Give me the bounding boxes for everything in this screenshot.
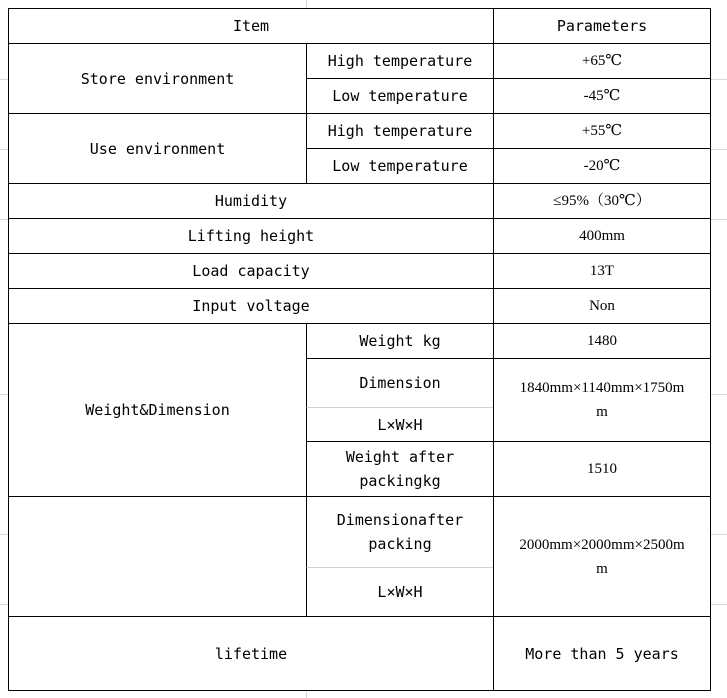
packing-dimension-value: 2000mm×2000mm×2500m m [493, 496, 711, 617]
lifting-height-label: Lifting height [8, 218, 494, 254]
store-high-temperature-label: High temperature [306, 43, 494, 79]
store-low-temperature-value: -45℃ [493, 78, 711, 114]
header-parameters: Parameters [493, 8, 711, 44]
use-low-temperature-value: -20℃ [493, 148, 711, 184]
use-environment-label: Use environment [8, 113, 307, 184]
weight-kg-label: Weight kg [306, 323, 494, 359]
dimension-after-packing-label: Dimensionafter packing [306, 496, 494, 568]
weight-dimension-label: Weight&Dimension [8, 323, 307, 497]
dimension-lwh-label: L×W×H [306, 407, 494, 442]
store-environment-label: Store environment [8, 43, 307, 114]
dimension-label: Dimension [306, 358, 494, 408]
use-low-temperature-label: Low temperature [306, 148, 494, 184]
header-item: Item [8, 8, 494, 44]
lifetime-label: lifetime [8, 616, 494, 691]
humidity-value: ≤95%（30℃） [493, 183, 711, 219]
weight-after-packing-value: 1510 [493, 441, 711, 497]
input-voltage-value: Non [493, 288, 711, 324]
weight-kg-value: 1480 [493, 323, 711, 359]
humidity-label: Humidity [8, 183, 494, 219]
packing-group-blank [8, 496, 307, 617]
weight-after-packing-label: Weight after packingkg [306, 441, 494, 497]
packing-lwh-label: L×W×H [306, 567, 494, 617]
load-capacity-label: Load capacity [8, 253, 494, 289]
store-high-temperature-value: +65℃ [493, 43, 711, 79]
lifetime-value: More than 5 years [493, 616, 711, 691]
lifting-height-value: 400mm [493, 218, 711, 254]
store-low-temperature-label: Low temperature [306, 78, 494, 114]
input-voltage-label: Input voltage [8, 288, 494, 324]
use-high-temperature-value: +55℃ [493, 113, 711, 149]
use-high-temperature-label: High temperature [306, 113, 494, 149]
load-capacity-value: 13T [493, 253, 711, 289]
dimension-value: 1840mm×1140mm×1750m m [493, 358, 711, 442]
